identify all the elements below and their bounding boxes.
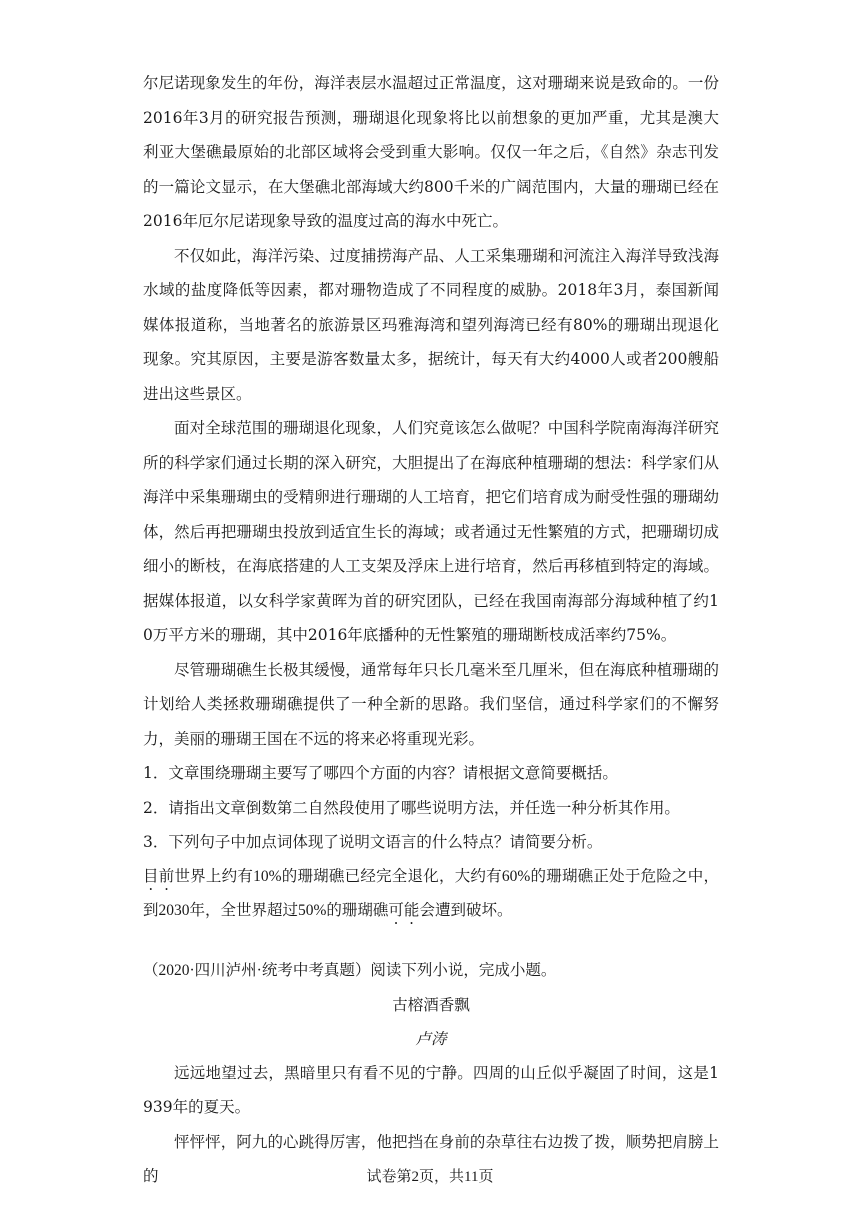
article-paragraph-2: 不仅如此，海洋污染、过度捕捞海产品、人工采集珊瑚和河流注入海洋导致浅海水域的盐度降低等因素，都对珊物造成了不同程度的威胁。2018年3月，泰国新闻媒体报道称，当地著名的旅游景区玛雅海湾和望列海湾已经有80%的珊瑚出现退化现象。究其原因，主要是游客数量太多，据统计，每天有大约4000人或者200艘船进出这些景区。 (143, 246, 719, 403)
dotted-word-2: 可能 (388, 901, 420, 919)
page-footer: 试卷第2页，共11页 (366, 1169, 494, 1185)
quoted-sentence (143, 860, 719, 928)
page-content (143, 66, 719, 1194)
story-paragraph-1: 远远地望过去，黑暗里只有看不见的宁静。四周的山丘似乎凝固了时间，这是1939年的夏天。 (143, 1063, 719, 1116)
story-paragraph-2: 怦怦怦，阿九的心跳得厉害，他把挡在身前的杂草往右边拨了拨，顺势把肩膀上的 (143, 1132, 719, 1185)
question-2: 2．请指出文章倒数第二自然段使用了哪些说明方法，并任选一种分析其作用。 (143, 798, 680, 817)
question-3: 3．下列句子中加点词体现了说明文语言的什么特点？请简要分析。 (143, 833, 603, 851)
question-1: 1．文章围绕珊瑚主要写了哪四个方面的内容？请根据文意简要概括。 (143, 764, 618, 782)
article-paragraph-4: 尽管珊瑚礁生长极其缓慢，通常每年只长几毫米至几厘米，但在海底种植珊瑚的计划给人类拯救珊瑚礁提供了一种全新的思路。我们坚信，通过科学家们的不懈努力，美丽的珊瑚王国在不远的将来必将重现光彩。 (143, 660, 719, 748)
dotted-word-1: 目前 (143, 867, 175, 885)
sentence-part-2: 会遭到破坏。 (419, 901, 513, 919)
section-source: （2020·四川泸州·统考中考真题）阅读下列小说，完成小题。 (143, 961, 557, 979)
sentence-part-1: 世界上约有10%的珊瑚礁已经完全退化，大约有60%的珊瑚礁正处于危险之中，到2030年，全世界超过50%的珊瑚礁 (143, 867, 719, 919)
story-author: 卢涛 (415, 1029, 447, 1048)
article-paragraph-3: 面对全球范围的珊瑚退化现象，人们究竟该怎么做呢？中国科学院南海海洋研究所的科学家们通过长期的深入研究，大胆提出了在海底种植珊瑚的想法：科学家们从海洋中采集珊瑚虫的受精卵进行珊瑚的人工培育，把它们培育成为耐受性强的珊瑚幼体，然后再把珊瑚虫投放到适宜生长的海域；或者通过无性繁殖的方式，把珊瑚切成细小的断枝，在海底搭建的人工支架及浮床上进行培育，然后再移植到特定的海域。据媒体报道，以女科学家黄晖为首的研究团队，已经在我国南海部分海域种植了约10万平方米的珊瑚，其中2016年底播种的无性繁殖的珊瑚断枝成活率约75%。 (143, 419, 719, 644)
story-title: 古榕酒香飘 (392, 995, 470, 1014)
section-gap (143, 928, 719, 954)
article-paragraph-1: 尔尼诺现象发生的年份，海洋表层水温超过正常温度，这对珊瑚来说是致命的。一份2016年3月的研究报告预测，珊瑚退化现象将比以前想象的更加严重，尤其是澳大利亚大堡礁最原始的北部区域将会受到重大影响。仅仅一年之后，《自然》杂志刊发的一篇论文显示，在大堡礁北部海域大约800千米的广阔范围内，大量的珊瑚已经在2016年厄尔尼诺现象导致的温度过高的海水中死亡。 (143, 74, 719, 230)
